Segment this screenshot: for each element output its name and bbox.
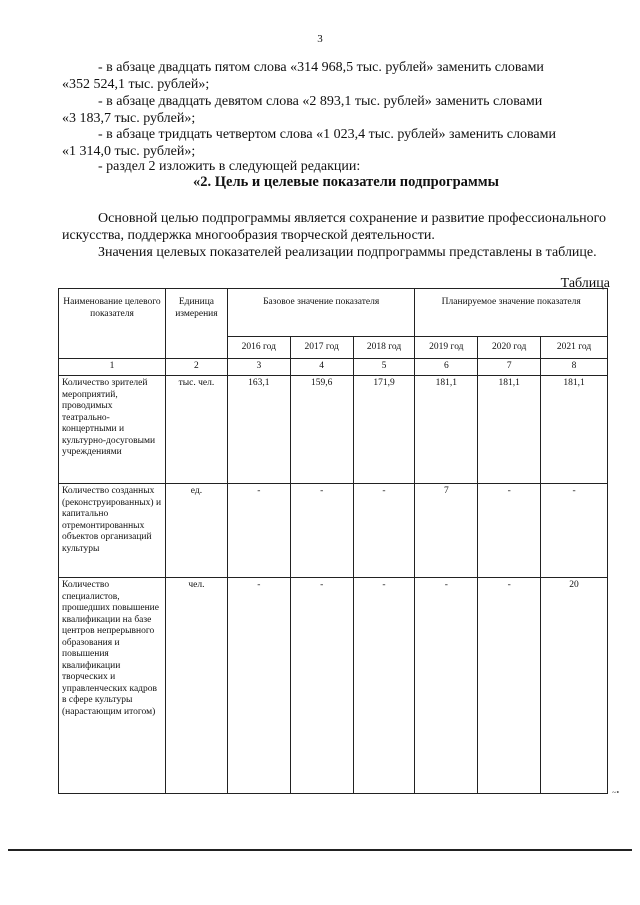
value-cell: - xyxy=(478,578,541,794)
page-number: 3 xyxy=(317,33,323,45)
value-cell: 20 xyxy=(541,578,608,794)
column-number-row xyxy=(59,359,608,376)
column-number: 8 xyxy=(541,359,608,376)
table-row xyxy=(59,578,608,794)
indicator-name: Количество созданных (реконструированных) и капитально отремонтированных объектов организаций культуры xyxy=(59,484,166,578)
amendment-3b: «1 314,0 тыс. рублей»; xyxy=(62,144,196,159)
year-cell: 2021 год xyxy=(541,337,608,359)
amendment-2a: - в абзаце двадцать девятом слова «2 893,1 тыс. рублей» заменить словами xyxy=(98,94,543,109)
value-cell: - xyxy=(227,484,290,578)
column-number: 7 xyxy=(478,359,541,376)
year-cell: 2017 год xyxy=(290,337,353,359)
amendment-line-3 xyxy=(62,126,606,160)
amendment-4: - раздел 2 изложить в следующей редакции: xyxy=(98,159,361,174)
header-unit: Единица измерения xyxy=(165,289,227,359)
value-cell: - xyxy=(415,578,478,794)
value-cell: 159,6 xyxy=(290,376,353,484)
table-row xyxy=(59,484,608,578)
table-row xyxy=(59,376,608,484)
year-cell: 2020 год xyxy=(478,337,541,359)
amendment-3a: - в абзаце тридцать четвертом слова «1 023,4 тыс. рублей» заменить словами xyxy=(98,127,556,142)
value-cell: - xyxy=(227,578,290,794)
header-planned-value: Планируемое значение показателя xyxy=(415,289,608,337)
header-indicator-name: Наименование целевого показателя xyxy=(59,289,166,359)
value-cell: - xyxy=(290,484,353,578)
amendment-1a: - в абзаце двадцать пятом слова «314 968,5 тыс. рублей» заменить словами xyxy=(98,60,544,75)
value-cell: - xyxy=(353,484,415,578)
value-cell: 7 xyxy=(415,484,478,578)
amendment-line-2 xyxy=(62,93,606,127)
value-cell: - xyxy=(478,484,541,578)
amendment-1b: «352 524,1 тыс. рублей»; xyxy=(62,77,210,92)
indicator-name: Количество специалистов, прошедших повышение квалификации на базе центров непрерывного образования и повышения квалификации творческих и управленческих кадров в сфере культуры (нарастающим итогом) xyxy=(59,578,166,794)
header-base-value: Базовое значение показателя xyxy=(227,289,415,337)
indicator-unit: ед. xyxy=(165,484,227,578)
section-heading: «2. Цель и целевые показатели подпрограммы xyxy=(193,174,499,190)
amendment-line-1 xyxy=(62,59,606,93)
indicators-table xyxy=(58,288,608,794)
column-number: 3 xyxy=(227,359,290,376)
indicator-unit: тыс. чел. xyxy=(165,376,227,484)
value-cell: - xyxy=(541,484,608,578)
column-number: 1 xyxy=(59,359,166,376)
value-cell: - xyxy=(353,578,415,794)
table-intro-paragraph: Значения целевых показателей реализации подпрограммы представлены в таблице. xyxy=(98,245,597,260)
value-cell: 163,1 xyxy=(227,376,290,484)
value-cell: 181,1 xyxy=(541,376,608,484)
goal-paragraph: Основной целью подпрограммы является сохранение и развитие профессионального искусства, поддержка многообразия творческой деятельности. xyxy=(62,211,606,243)
value-cell: - xyxy=(290,578,353,794)
column-number: 5 xyxy=(353,359,415,376)
column-number: 2 xyxy=(165,359,227,376)
bottom-rule xyxy=(8,849,632,851)
amendment-2b: «3 183,7 тыс. рублей»; xyxy=(62,111,196,126)
column-number: 4 xyxy=(290,359,353,376)
year-cell: 2016 год xyxy=(227,337,290,359)
value-cell: 171,9 xyxy=(353,376,415,484)
year-cell: 2019 год xyxy=(415,337,478,359)
value-cell: 181,1 xyxy=(415,376,478,484)
indicator-unit: чел. xyxy=(165,578,227,794)
year-cell: 2018 год xyxy=(353,337,415,359)
column-number: 6 xyxy=(415,359,478,376)
table-caption: Таблица xyxy=(560,276,610,291)
value-cell: 181,1 xyxy=(478,376,541,484)
scan-mark: ~• xyxy=(612,788,620,797)
indicator-name: Количество зрителей мероприятий, проводимых театрально-концертными и культурно-досуговыми учреждениями xyxy=(59,376,166,484)
